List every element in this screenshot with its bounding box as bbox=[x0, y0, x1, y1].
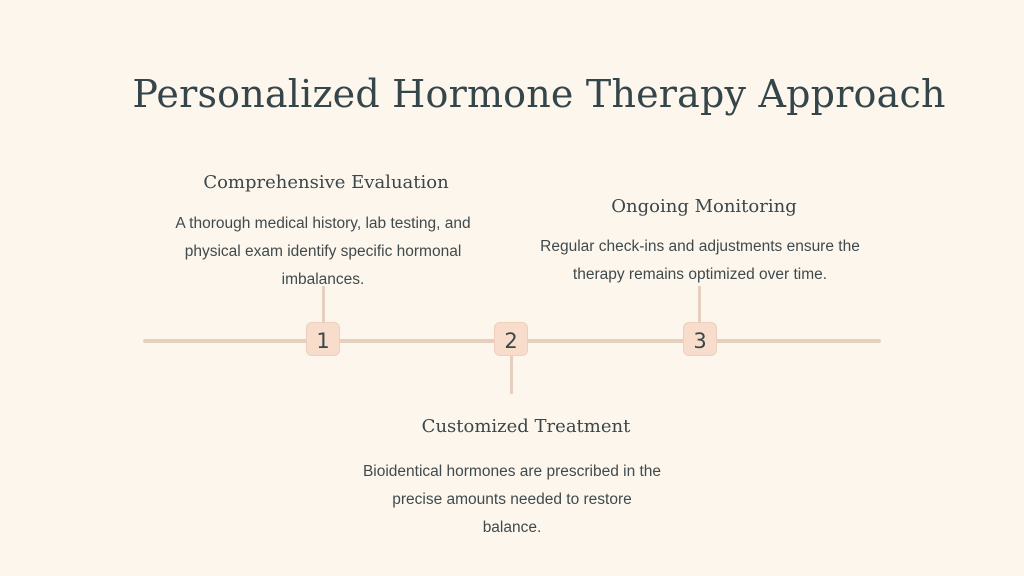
step-1-marker: 1 bbox=[306, 322, 340, 356]
step-3-description: Regular check-ins and adjustments ensure the therapy remains optimized over time. bbox=[540, 238, 860, 283]
step-2-description: Bioidentical hormones are prescribed in the precise amounts needed to restore balance. bbox=[362, 463, 662, 536]
step-3-title: Ongoing Monitoring bbox=[611, 196, 797, 217]
step-3-marker: 3 bbox=[683, 322, 717, 356]
step-2-marker: 2 bbox=[494, 322, 528, 356]
page-title: Personalized Hormone Therapy Approach bbox=[132, 72, 946, 116]
step-2-connector bbox=[510, 356, 513, 394]
step-2-title: Customized Treatment bbox=[421, 416, 631, 437]
step-1-description: A thorough medical history, lab testing, and physical exam identify specific hormonal imbalances. bbox=[175, 215, 471, 288]
step-3-connector bbox=[698, 286, 701, 322]
step-1-title: Comprehensive Evaluation bbox=[203, 172, 449, 193]
